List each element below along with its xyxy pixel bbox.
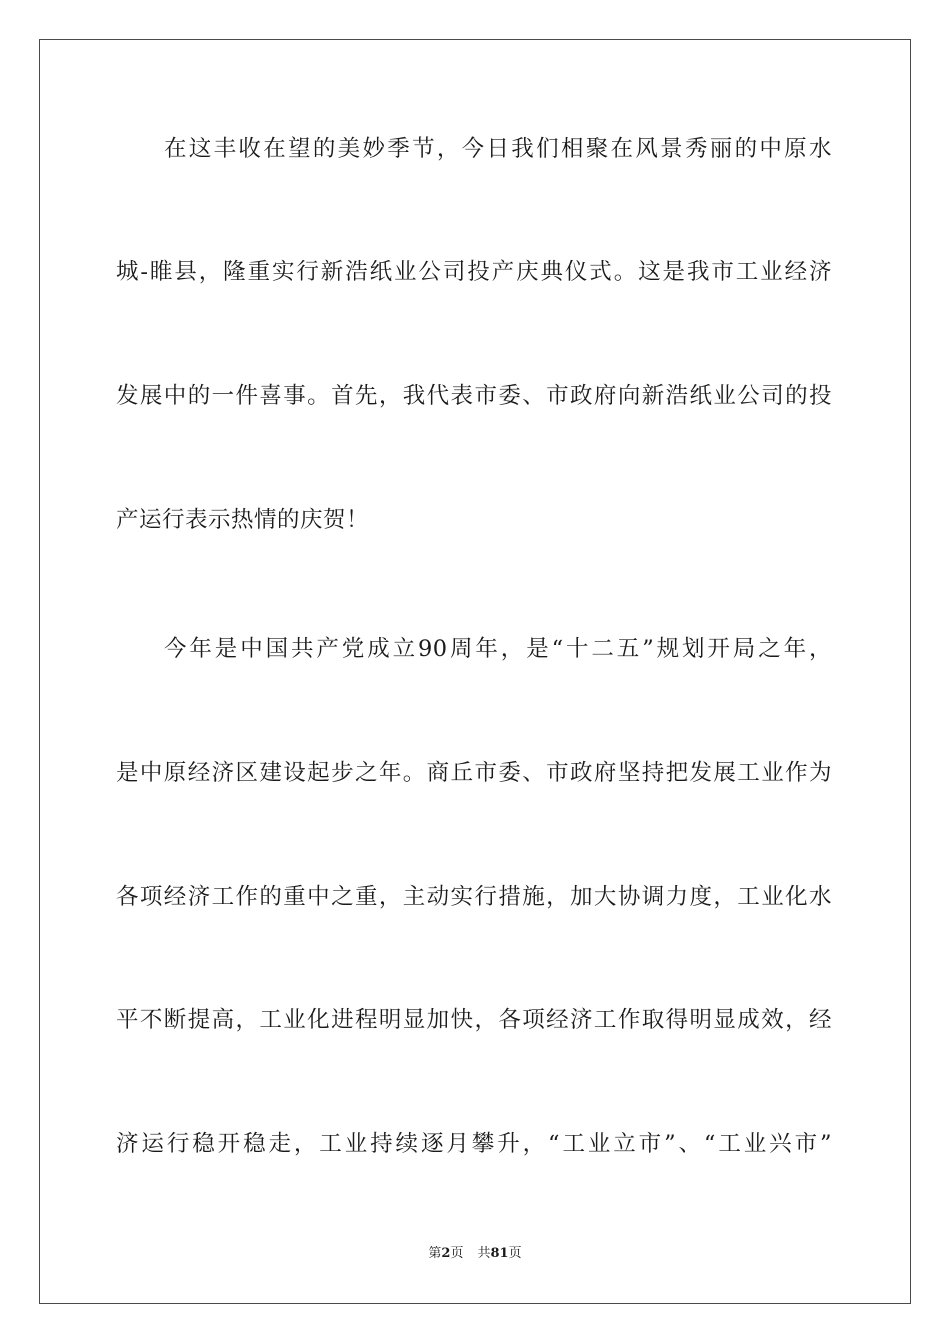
page-suffix: 页: [450, 1246, 464, 1261]
page-footer: [0, 1245, 950, 1263]
paragraph-1-line-2: 城-睢县，隆重实行新浩纸业公司投产庆典仪式。这是我市工业经济: [116, 259, 832, 285]
paragraph-2-line-5: 济运行稳开稳走，工业持续逐月攀升，“工业立市”、“工业兴市”: [116, 1131, 832, 1157]
paragraph-1-line-4: 产运行表示热情的庆贺！: [116, 507, 370, 533]
paragraph-2-line-3: 各项经济工作的重中之重，主动实行措施，加大协调力度，工业化水: [116, 884, 832, 910]
paragraph-2-line-1: 今年是中国共产党成立90周年，是“十二五”规划开局之年，: [164, 636, 832, 662]
page-number: 2: [441, 1246, 451, 1261]
paragraph-2-line-4: 平不断提高，工业化进程明显加快，各项经济工作取得明显成效，经: [116, 1007, 832, 1033]
page-prefix: 第: [428, 1246, 442, 1261]
page-border: [39, 39, 911, 1304]
paragraph-2-line-2: 是中原经济区建设起步之年。商丘市委、市政府坚持把发展工业作为: [116, 760, 832, 786]
total-suffix: 页: [508, 1246, 522, 1261]
paragraph-1-line-1: 在这丰收在望的美妙季节，今日我们相聚在风景秀丽的中原水: [164, 136, 832, 162]
total-pages: 81: [490, 1246, 509, 1261]
total-prefix: 共: [477, 1246, 491, 1261]
paragraph-1-line-3: 发展中的一件喜事。首先，我代表市委、市政府向新浩纸业公司的投: [116, 383, 832, 409]
